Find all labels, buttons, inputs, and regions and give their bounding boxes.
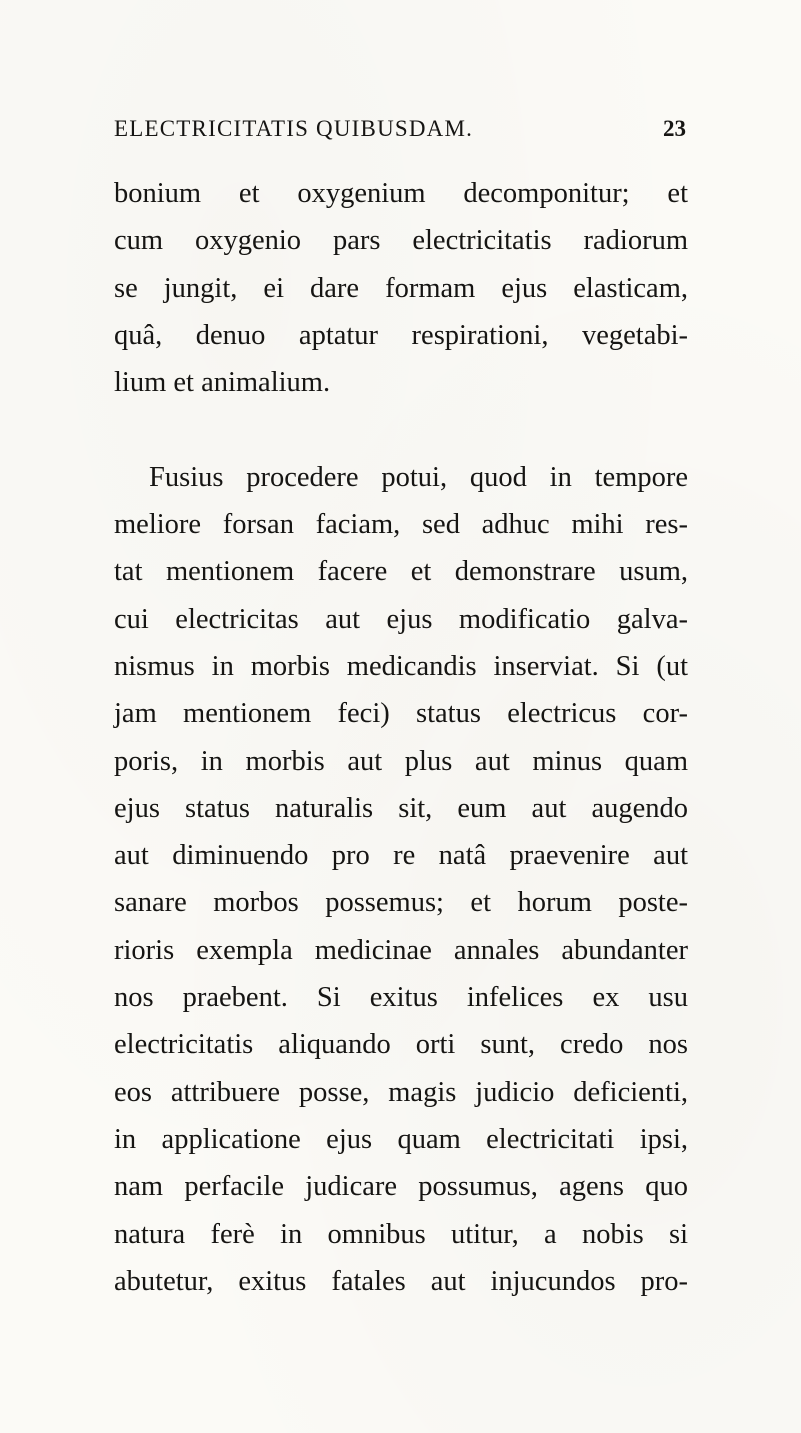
text-line: jam mentionem feci) status electricus cor- <box>114 698 688 730</box>
text-line: se jungit, ei dare formam ejus elasticam, <box>114 272 688 304</box>
text-line: ejus status naturalis sit, eum aut augendo <box>114 792 688 824</box>
text-line: eos attribuere posse, magis judicio deficienti, <box>114 1076 688 1108</box>
text-line: meliore forsan faciam, sed adhuc mihi res- <box>114 509 688 541</box>
text-line: rioris exempla medicinae annales abundanter <box>114 934 688 966</box>
text-line: electricitatis aliquando orti sunt, credo nos <box>114 1029 688 1061</box>
running-head <box>114 116 686 152</box>
text-line: lium et animalium. <box>114 367 331 399</box>
text-line: poris, in morbis aut plus aut minus quam <box>114 745 688 777</box>
text-line: cui electricitas aut ejus modificatio galva- <box>114 603 688 635</box>
text-line: aut diminuendo pro re natâ praevenire aut <box>114 840 688 872</box>
text-line: tat mentionem facere et demonstrare usum, <box>114 556 688 588</box>
text-line: bonium et oxygenium decomponitur; et <box>114 178 688 209</box>
text-line: sanare morbos possemus; et horum poste- <box>114 887 688 919</box>
text-line: abutetur, exitus fatales aut injucundos pro- <box>114 1265 688 1297</box>
paragraph-gap <box>114 406 688 453</box>
text-line: Fusius procedere potui, quod in tempore <box>149 461 688 493</box>
paragraph-2 <box>114 454 688 1305</box>
text-line: nos praebent. Si exitus infelices ex usu <box>114 982 688 1014</box>
running-title: ELECTRICITATIS QUIBUSDAM. <box>114 116 474 141</box>
text-line: natura ferè in omnibus utitur, a nobis si <box>114 1218 688 1250</box>
text-line: nismus in morbis medicandis inserviat. Si (ut <box>114 650 688 682</box>
text-line: cum oxygenio pars electricitatis radiorum <box>114 225 688 257</box>
body-text <box>114 170 688 1305</box>
paragraph-1 <box>114 170 688 406</box>
text-line: in applicatione ejus quam electricitati ipsi, <box>114 1123 688 1155</box>
text-line: nam perfacile judicare possumus, agens quo <box>114 1171 688 1203</box>
page-number: 23 <box>663 116 686 141</box>
text-line: quâ, denuo aptatur respirationi, vegetabi- <box>114 319 688 351</box>
